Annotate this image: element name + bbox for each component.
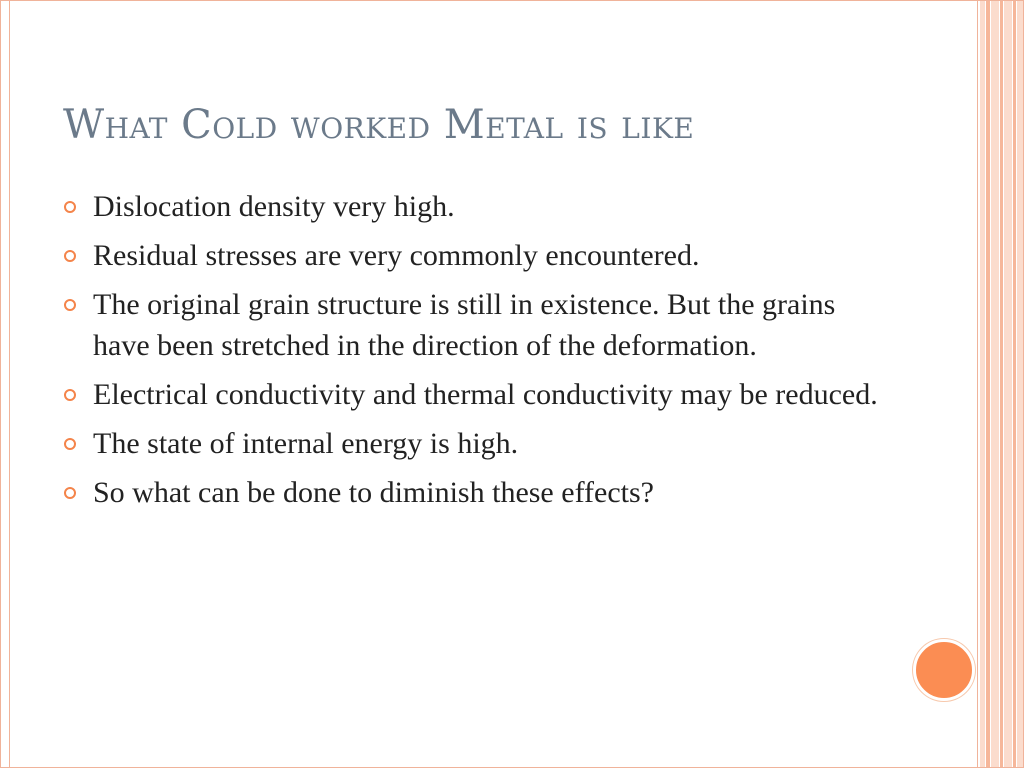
bullet-text: Residual stresses are very commonly encountered. <box>93 239 700 272</box>
stripe-4 <box>1000 0 1003 768</box>
bullet-ring-icon <box>64 299 76 311</box>
bullet-item <box>62 374 882 415</box>
bullet-text: The original grain structure is still in existence. But the grains have been stretched in the direction of the deformation. <box>93 288 836 362</box>
bullet-item <box>62 186 882 227</box>
bullet-ring-icon <box>64 487 76 499</box>
bullet-list <box>62 186 882 521</box>
bullet-text: Dislocation density very high. <box>93 190 455 223</box>
bullet-text: So what can be done to diminish these effects? <box>93 476 654 509</box>
bullet-item <box>62 235 882 276</box>
stripe-7 <box>1017 0 1024 768</box>
bullet-ring-icon <box>64 438 76 450</box>
stripe-2 <box>986 0 990 768</box>
stripe-5 <box>1004 0 1012 768</box>
decorative-circle-icon <box>913 639 975 701</box>
bullet-ring-icon <box>64 201 76 213</box>
bullet-ring-icon <box>64 389 76 401</box>
bullet-text: Electrical conductivity and thermal conductivity may be reduced. <box>93 378 878 411</box>
stripe-6 <box>1013 0 1016 768</box>
stripe-1 <box>980 0 985 768</box>
bullet-ring-icon <box>64 250 76 262</box>
bullet-item <box>62 284 882 366</box>
bullet-item <box>62 423 882 464</box>
slide-title: What Cold worked Metal is like <box>63 102 695 148</box>
stripe-3 <box>991 0 999 768</box>
bullet-text: The state of internal energy is high. <box>93 427 519 460</box>
bullet-item <box>62 472 882 513</box>
